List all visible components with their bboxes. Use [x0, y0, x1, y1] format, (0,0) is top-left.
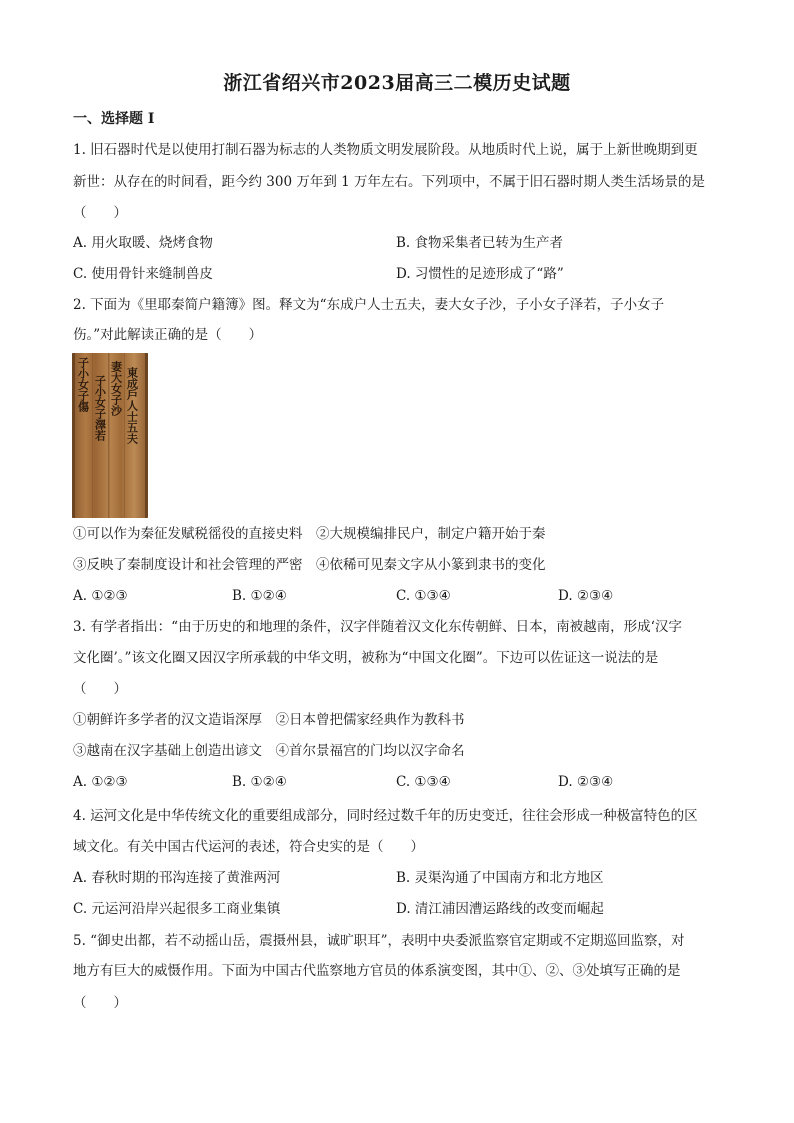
- q3-statement-line2: ③越南在汉字基础上创造出谚文 ④首尔景福宫的门均以汉字命名: [73, 743, 465, 759]
- q4-option-b[interactable]: B. 灵渠沟通了中国南方和北方地区: [396, 870, 604, 886]
- q5-answer-blank: （ ）: [73, 995, 127, 1011]
- slip-column-3: 子小女子澤若: [93, 375, 107, 441]
- q1-option-d[interactable]: D. 习惯性的足迹形成了“路”: [396, 266, 564, 282]
- q3-option-c[interactable]: C. ①③④: [396, 774, 451, 790]
- q1-answer-blank: （ ）: [73, 205, 127, 221]
- q3-statement-line1: ①朝鲜许多学者的汉文造诣深厚 ②日本曾把儒家经典作为教科书: [73, 712, 465, 728]
- q1-option-c[interactable]: C. 使用骨针来缝制兽皮: [73, 266, 213, 282]
- q1-option-b[interactable]: B. 食物采集者已转为生产者: [396, 235, 564, 251]
- q3-option-b[interactable]: B. ①②④: [232, 774, 287, 790]
- q4-option-a[interactable]: A. 春秋时期的邗沟连接了黄淮两河: [73, 870, 281, 886]
- q3-option-a[interactable]: A. ①②③: [73, 774, 128, 790]
- q1-stem-line2: 新世：从存在的时间看，距今约 300 万年到 1 万年左右。下列项中，不属于旧石器时期人类生活场景的是: [73, 174, 706, 190]
- slip-column-4: 子小女子傷: [76, 357, 90, 412]
- section-heading: 一、选择题 I: [73, 111, 155, 127]
- q2-option-d[interactable]: D. ②③④: [558, 588, 614, 604]
- q3-option-d[interactable]: D. ②③④: [558, 774, 614, 790]
- q4-stem-line1: 4. 运河文化是中华传统文化的重要组成部分，同时经过数千年的历史变迁，往往会形成一种极富特色的区: [73, 808, 698, 824]
- q4-option-d[interactable]: D. 清江浦因漕运路线的改变而崛起: [396, 901, 604, 917]
- slip-column-2: 妻大女子沙: [109, 361, 123, 416]
- q3-stem-line1: 3. 有学者指出：“由于历史的和地理的条件，汉字伴随着汉文化东传朝鲜、日本，南被越南，形成‘汉字: [73, 619, 682, 635]
- q3-stem-line2: 文化圈’。”该文化圈又因汉字所承载的中华文明，被称为“中国文化圈”。下边可以佐证这一说法的是: [73, 650, 659, 666]
- q5-stem-line2: 地方有巨大的威慑作用。下面为中国古代监察地方官员的体系演变图，其中①、②、③处填写正确的是: [73, 963, 681, 979]
- q2-option-c[interactable]: C. ①③④: [396, 588, 451, 604]
- q4-option-c[interactable]: C. 元运河沿岸兴起很多工商业集镇: [73, 901, 281, 917]
- q1-stem-line1: 1. 旧石器时代是以使用打制石器为标志的人类物质文明发展阶段。从地质时代上说，属于上新世晚期到更: [73, 142, 698, 158]
- q2-option-a[interactable]: A. ①②③: [73, 588, 128, 604]
- q1-option-a[interactable]: A. 用火取暖、烧烤食物: [73, 235, 213, 251]
- q3-answer-blank: （ ）: [73, 681, 127, 697]
- q2-statement-line2: ③反映了秦制度设计和社会管理的严密 ④依稀可见秦文字从小篆到隶书的变化: [73, 557, 546, 573]
- q2-stem-line2: 伤。”对此解读正确的是（ ）: [73, 327, 263, 343]
- slip-column-1: 東成戶人士五夫: [125, 367, 139, 444]
- bamboo-slip-image: [72, 353, 148, 518]
- q2-stem-line1: 2. 下面为《里耶秦简户籍簿》图。释文为“东成户人士五夫，妻大女子沙，子小女子泽若，子小女子: [73, 297, 665, 313]
- q2-statement-line1: ①可以作为秦征发赋税徭役的直接史料 ②大规模编排民户，制定户籍开始于秦: [73, 526, 546, 542]
- q5-stem-line1: 5. “御史出都，若不动摇山岳，震摄州县，诚旷职耳”，表明中央委派监察官定期或不定期巡回监察，对: [73, 933, 685, 949]
- q2-option-b[interactable]: B. ①②④: [232, 588, 287, 604]
- page-title: 浙江省绍兴市2023届高三二模历史试题: [223, 72, 571, 94]
- q4-stem-line2: 域文化。有关中国古代运河的表述，符合史实的是（ ）: [73, 839, 424, 855]
